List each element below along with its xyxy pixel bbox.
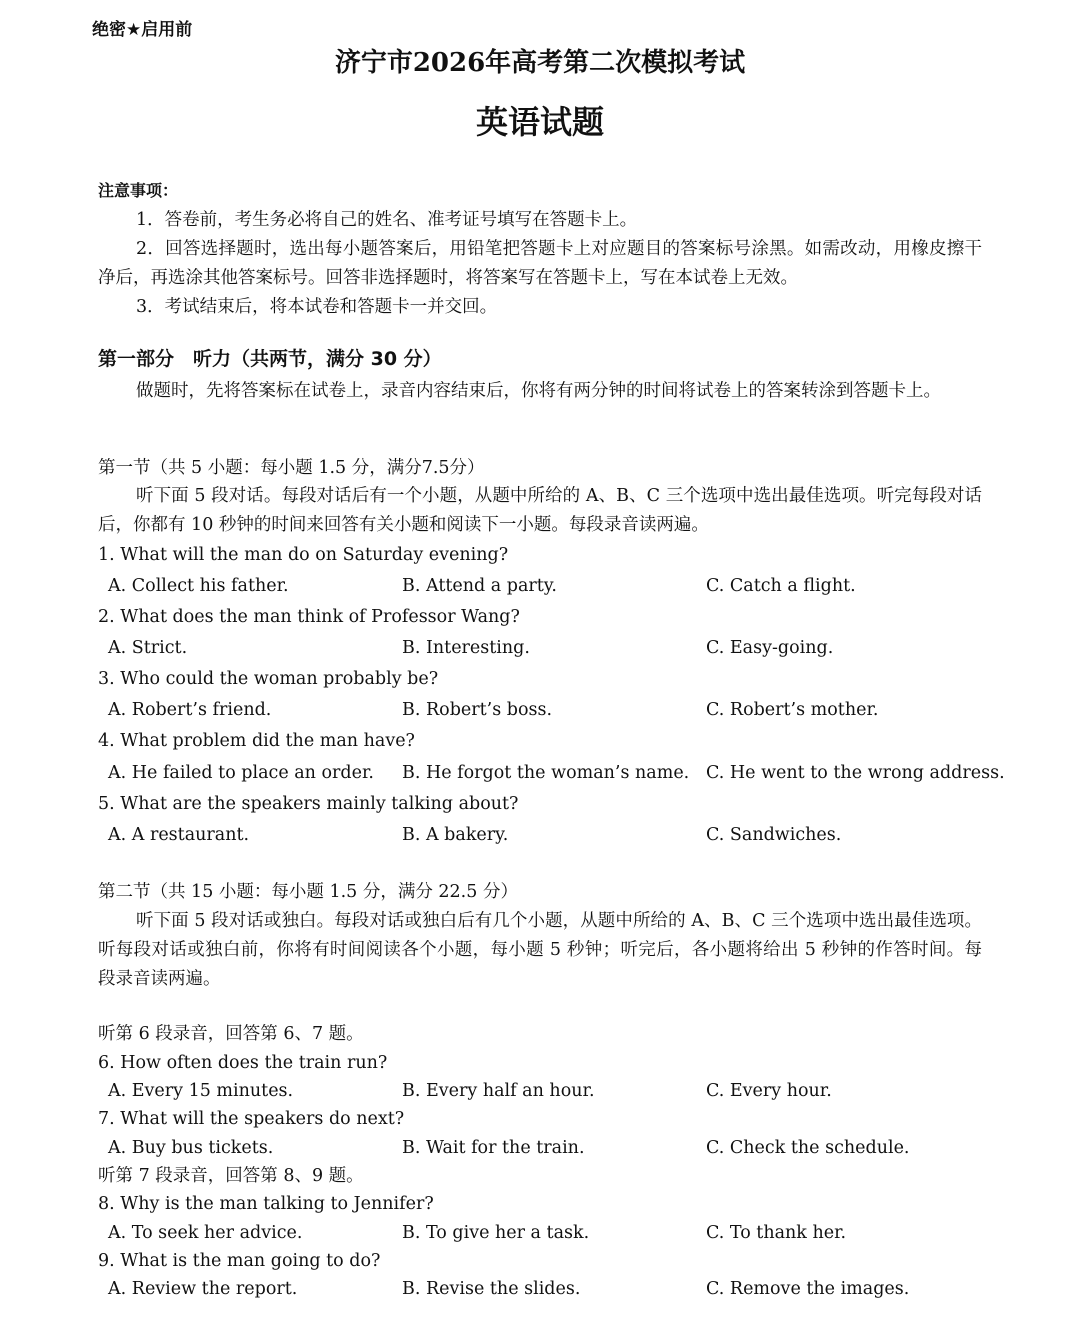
- section2-instruction: 听下面 5 段对话或独白。每段对话或独白后有几个小题，从题中所给的 A、B、C 三个选项中选出最佳选项。听每段对话或独白前，你将有时间阅读各个小题，每小题 5 秒钟；听完后，各小题将给出 5 秒钟的作答时间。每段录音读两遍。: [98, 911, 982, 989]
- question-8: 8. Why is the man talking to Jennifer?: [98, 1194, 434, 1214]
- q8-option-b: B. To give her a task.: [402, 1223, 590, 1243]
- q4-option-c: C. He went to the wrong address.: [706, 763, 1005, 783]
- question-4: 4. What problem did the man have?: [98, 731, 415, 751]
- note-item-3: 3．考试结束后，将本试卷和答题卡一并交回。: [136, 297, 498, 317]
- exam-title: 济宁市2026年高考第二次模拟考试: [334, 48, 746, 78]
- part1-heading: 第一部分 听力（共两节，满分 30 分）: [98, 348, 442, 370]
- q7-option-b: B. Wait for the train.: [402, 1138, 585, 1158]
- section1-heading: 第一节（共 5 小题：每小题 1.5 分，满分7.5分）: [98, 458, 485, 478]
- section2-heading: 第二节（共 15 小题：每小题 1.5 分，满分 22.5 分）: [98, 882, 518, 902]
- group-6-heading: 听第 6 段录音，回答第 6、7 题。: [98, 1024, 364, 1044]
- note-item-2: 2．回答选择题时，选出每小题答案后，用铅笔把答题卡上对应题目的答案标号涂黑。如需改动，用橡皮擦干净后，再选涂其他答案标号。回答非选择题时，将答案写在答题卡上，写在本试卷上无效。: [98, 239, 982, 288]
- q7-option-c: C. Check the schedule.: [706, 1138, 910, 1158]
- q5-option-a: A. A restaurant.: [108, 825, 250, 845]
- q1-option-c: C. Catch a flight.: [706, 576, 856, 596]
- question-7: 7. What will the speakers do next?: [98, 1109, 405, 1129]
- q9-option-b: B. Revise the slides.: [402, 1279, 581, 1299]
- confidential-label: 绝密★启用前: [92, 20, 193, 40]
- q3-option-b: B. Robert’s boss.: [402, 700, 553, 720]
- section1-instruction: 听下面 5 段对话。每段对话后有一个小题，从题中所给的 A、B、C 三个选项中选出最佳选项。听完每段对话后，你都有 10 秒钟的时间来回答有关小题和阅读下一小题。每段录音读两遍。: [98, 486, 982, 535]
- q2-option-a: A. Strict.: [108, 638, 188, 658]
- q6-option-a: A. Every 15 minutes.: [108, 1081, 294, 1101]
- part1-instruction: 做题时，先将答案标在试卷上，录音内容结束后，你将有两分钟的时间将试卷上的答案转涂到答题卡上。: [136, 381, 941, 401]
- q6-option-b: B. Every half an hour.: [402, 1081, 595, 1101]
- question-1: 1. What will the man do on Saturday evening?: [98, 545, 509, 565]
- q4-option-a: A. He failed to place an order.: [108, 763, 374, 783]
- q3-option-a: A. Robert’s friend.: [108, 700, 272, 720]
- q1-option-b: B. Attend a party.: [402, 576, 557, 596]
- note-item-1: 1．答卷前，考生务必将自己的姓名、准考证号填写在答题卡上。: [136, 210, 638, 230]
- q8-option-a: A. To seek her advice.: [108, 1223, 303, 1243]
- q7-option-a: A. Buy bus tickets.: [108, 1138, 274, 1158]
- question-3: 3. Who could the woman probably be?: [98, 669, 439, 689]
- q1-option-a: A. Collect his father.: [108, 576, 289, 596]
- question-9: 9. What is the man going to do?: [98, 1251, 381, 1271]
- q2-option-b: B. Interesting.: [402, 638, 530, 658]
- q9-option-c: C. Remove the images.: [706, 1279, 910, 1299]
- q6-option-c: C. Every hour.: [706, 1081, 832, 1101]
- q3-option-c: C. Robert’s mother.: [706, 700, 879, 720]
- q8-option-c: C. To thank her.: [706, 1223, 847, 1243]
- notes-heading: 注意事项：: [98, 181, 179, 200]
- question-6: 6. How often does the train run?: [98, 1053, 388, 1073]
- group-7-heading: 听第 7 段录音，回答第 8、9 题。: [98, 1166, 364, 1186]
- q4-option-b: B. He forgot the woman’s name.: [402, 763, 690, 783]
- q5-option-b: B. A bakery.: [402, 825, 509, 845]
- subject-title: 英语试题: [475, 103, 604, 141]
- q2-option-c: C. Easy-going.: [706, 638, 834, 658]
- question-2: 2. What does the man think of Professor Wang?: [98, 607, 520, 627]
- question-5: 5. What are the speakers mainly talking about?: [98, 794, 519, 814]
- q5-option-c: C. Sandwiches.: [706, 825, 842, 845]
- q9-option-a: A. Review the report.: [108, 1279, 298, 1299]
